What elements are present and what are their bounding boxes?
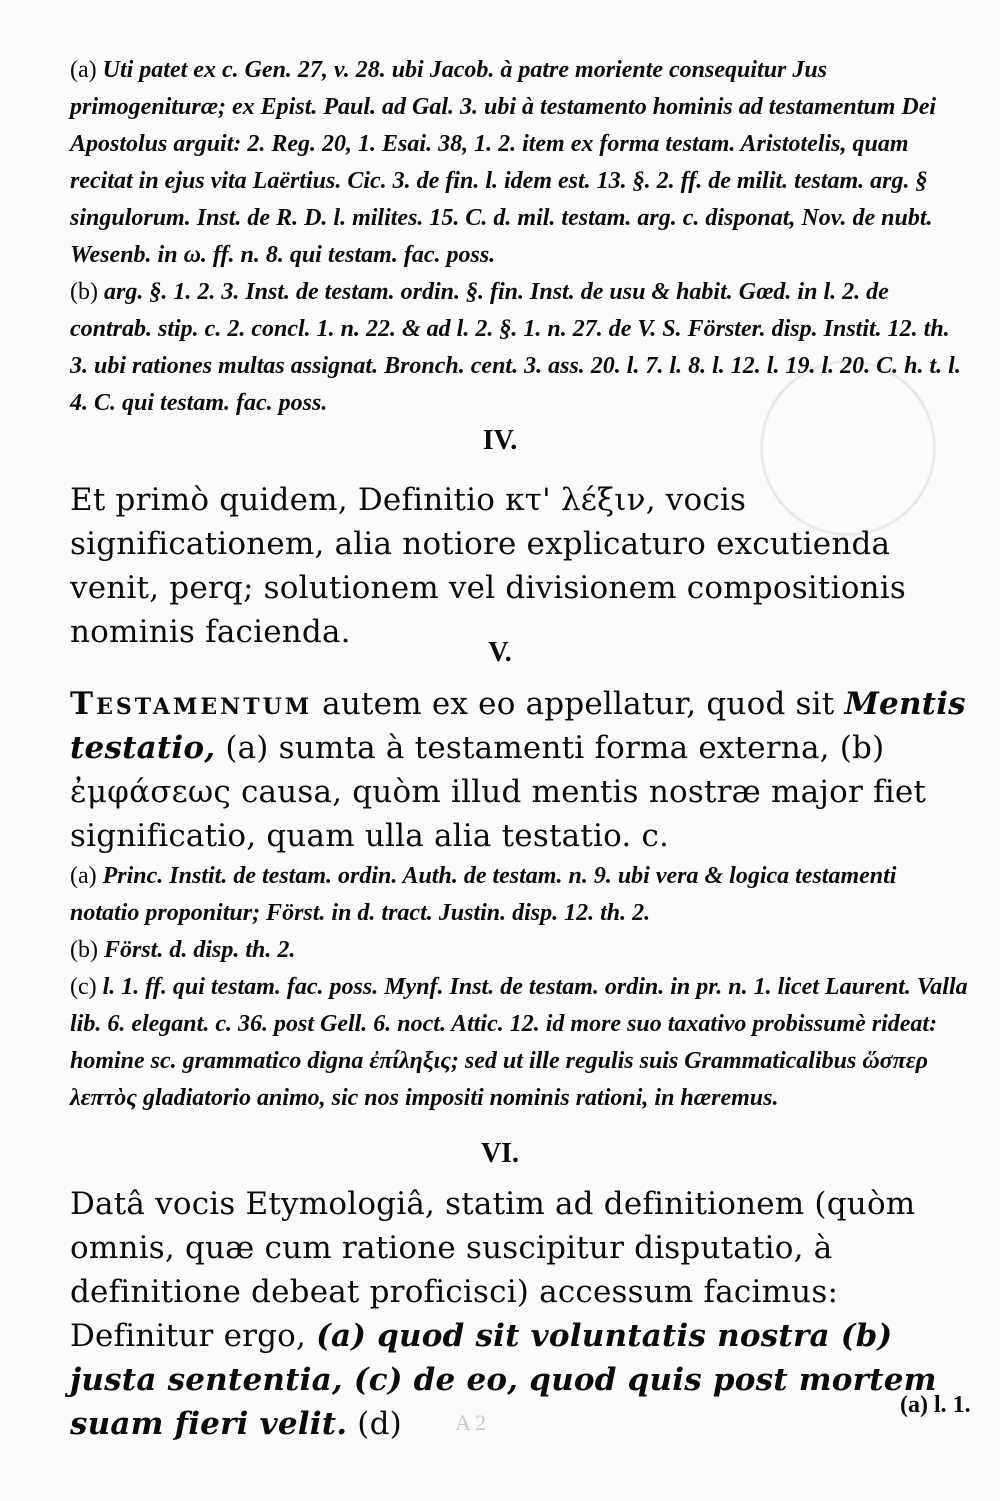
catchword: (a) l. 1. <box>900 1392 971 1418</box>
section-v-body <box>70 682 970 858</box>
footnote-a <box>70 52 970 274</box>
footnote-text: arg. §. 1. 2. 3. Inst. de testam. ordin. §. fin. Inst. de usu & habit. Gœd. in l. 2. de contrab. stip. c. 2. concl. 1. n. 22. & ad l. 2. §. 1. n. 27. de V. S. Förster. disp. Instit. 12. th. 3. ubi rationes multas assignat. Bronch. cent. 3. ass. 20. l. 7. l. 8. l. 12. l. 19. l. 20. C. h. t. l. 4. C. qui testam. fac. poss. <box>70 279 961 416</box>
section-v-italic: Mentis testatio, <box>70 686 966 766</box>
footnote-text: Uti patet ex c. Gen. 27, v. 28. ubi Jacob. à patre moriente consequitur Jus primogenituræ; ex Epist. Paul. ad Gal. 3. ubi à testamento hominis ad testamentum Dei Apostolus arguit: 2. Reg. 20, 1. Esai. 38, 1. 2. item ex forma testam. Aristotelis, quam recitat in ejus vita Laërtius. Cic. 3. de fin. l. idem est. 13. §. 2. ff. de milit. testam. arg. § singulorum. Inst. de R. D. l. milites. 15. C. d. mil. testam. arg. c. disponat, Nov. de nubt. Wesenb. in ω. ff. n. 8. qui testam. fac. poss. <box>70 57 937 268</box>
section-v-smallcaps: Testamentum <box>70 686 313 722</box>
section-iv-text: Et primò quidem, Definitio κτ' λέξιν, vocis significationem, alia notiore explicaturo excutienda venit, perq; solutionem vel divisionem compositionis nominis facienda. <box>70 482 906 650</box>
footnote-text: Princ. Instit. de testam. ordin. Auth. de testam. n. 9. ubi vera & logica testamenti notatio proponitur; Först. in d. tract. Justin. disp. 12. th. 2. <box>70 863 897 926</box>
section-vi-text: Datâ vocis Etymologiâ, statim ad definitionem (quòm omnis, quæ cum ratione suscipitur disputatio, à definitione debeat proficisci) accessum facimus: Definitur ergo, (a) quod sit voluntatis nostra (b) justa sententia, (c) de eo, quod quis post mortem suam fieri velit. (d) <box>70 1186 937 1442</box>
footnote-label: (a) <box>70 57 97 83</box>
footnote-b <box>70 932 970 969</box>
footnote-text: Först. d. disp. th. 2. <box>103 937 296 963</box>
footnote-label: (b) <box>70 937 98 963</box>
section-numeral-iv: IV. <box>482 425 518 456</box>
section-vi-body <box>70 1182 970 1446</box>
section-numeral-v: V. <box>488 637 512 668</box>
footnote-c <box>70 969 970 1117</box>
section-v-text: Testamentum autem ex eo appellatur, quod sit Mentis testatio, (a) sumta à testamenti forma externa, (b) ἐμφάσεως causa, quòm illud mentis nostræ major fiet significatio, quam ulla alia testatio. c. <box>70 686 966 854</box>
section-iv-body <box>70 478 970 654</box>
footnote-label: (b) <box>70 279 98 305</box>
footnotes-section-v <box>70 858 970 1117</box>
footnote-text: l. 1. ff. qui testam. fac. poss. Mynf. Inst. de testam. ordin. in pr. n. 1. licet Laurent. Valla lib. 6. elegant. c. 36. post Gell. 6. noct. Attic. 12. id more suo taxativo probissumè rideat: homine sc. grammatico digna ἐπίληξις; sed ut ille regulis suis Grammaticalibus ὥσπερ λεπτὸς gladiatorio animo, sic nos impositi nominis rationi, in hæremus. <box>70 974 968 1111</box>
section-numeral-vi: VI. <box>480 1138 520 1169</box>
footnote-a <box>70 858 970 932</box>
footnote-b <box>70 274 970 422</box>
footnotes-top <box>70 52 970 422</box>
signature-mark: A 2 <box>455 1410 487 1435</box>
footnote-label: (c) <box>70 974 97 1000</box>
footnote-label: (a) <box>70 863 97 889</box>
section-vi-italic: (a) quod sit voluntatis nostra (b) justa sententia, (c) de eo, quod quis post mortem suam fieri velit. <box>70 1318 937 1442</box>
